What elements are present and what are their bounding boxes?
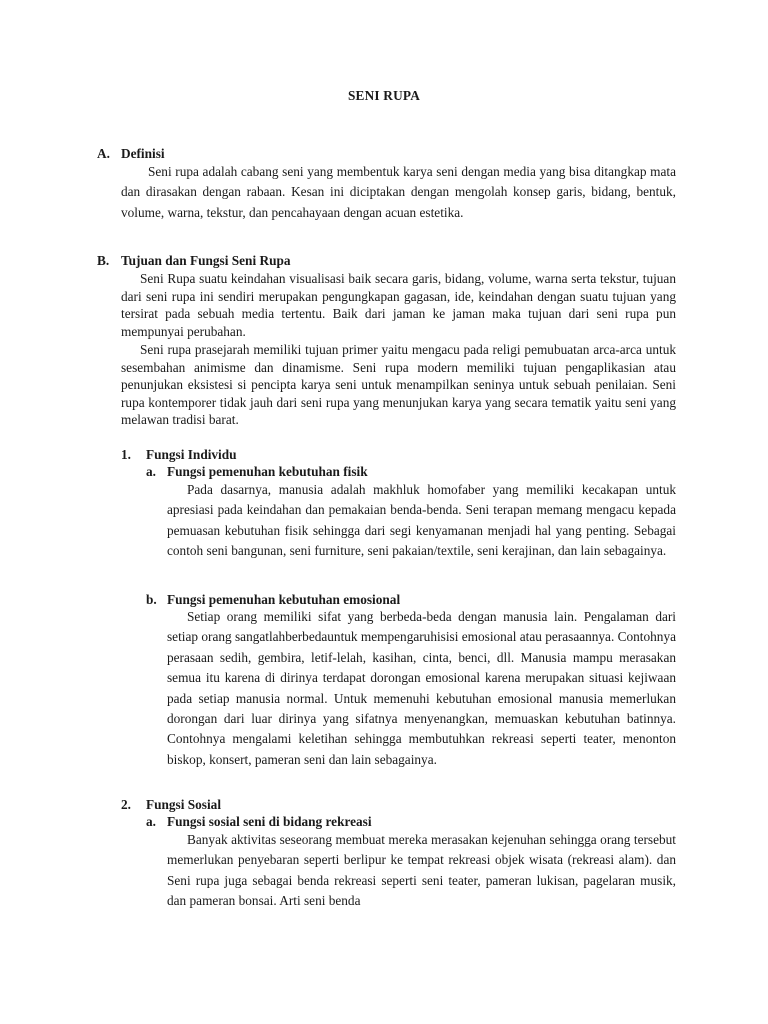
fungsi-sosial-heading — [121, 796, 221, 814]
section-b-paragraph-2: Seni rupa prasejarah memiliki tujuan primer yaitu mengacu pada religi pemubuatan arca-arca untuk sesembahan animisme dan dinamisme. Seni rupa modern memiliki tujuan pengaplikasian atau penunjukan eksistesi si pencipta karya seni untuk menampilkan seninya untuk sebuah penilaian. Seni rupa kontemporer tidak jauh dari seni rupa yang menunjukan karya yang secara tematik yaitu seni yang melawan tradisi barat. — [121, 342, 676, 428]
fungsi-fisik-letter: a. — [146, 464, 156, 479]
fungsi-rekreasi-paragraph: Banyak aktivitas seseorang membuat mereka merasakan kejenuhan sehingga orang tersebut memerlukan penyebaran seperti berlipur ke tempat rekreasi objek wisata (rekreasi alam). dan Seni rupa juga sebagai benda rekreasi seperti seni teater, pameran lukisan, pagelaran musik, dan pameran bonsai. Arti seni benda — [167, 832, 676, 909]
fungsi-individu-number: 1. — [121, 447, 131, 462]
section-b-heading — [97, 252, 291, 270]
section-a-title: Definisi — [121, 146, 165, 161]
section-b-number: B. — [97, 253, 110, 268]
fungsi-fisik-paragraph: Pada dasarnya, manusia adalah makhluk homofaber yang memiliki kecakapan untuk apresiasi pada keindahan dan pemakaian benda-benda. Seni terapan memang mengacu kepada pemuasan kebutuhan fisik sehingga dari segi kenyamanan menjadi hal yang penting. Sebagai contoh seni bangunan, seni furniture, seni pakaian/textile, seni kerajinan, dan lain sebagainya. — [167, 482, 676, 559]
fungsi-rekreasi-heading — [146, 813, 372, 831]
fungsi-rekreasi-letter: a. — [146, 814, 156, 829]
fungsi-sosial-number: 2. — [121, 797, 131, 812]
section-b-paragraph-1: Seni Rupa suatu keindahan visualisasi baik secara garis, bidang, volume, warna serta tekstur, tujuan dari seni rupa ini sendiri merupakan pengungkapan gagasan, ide, keindahan dengan suatu tujuan yang tersirat pada sebuah media tertentu. Baik dari jaman ke jaman maka tujuan dari seni rupa pun mempunyai perubahan. — [121, 271, 676, 339]
section-a-heading — [97, 145, 165, 163]
fungsi-individu-title: Fungsi Individu — [146, 447, 237, 462]
document-title: SENI RUPA — [347, 88, 421, 103]
section-a-paragraph: Seni rupa adalah cabang seni yang membentuk karya seni dengan media yang bisa ditangkap mata dan dirasakan dengan rabaan. Kesan ini diciptakan dengan mengolah konsep garis, bidang, bentuk, volume, warna, tekstur, dan pencahayaan dengan acuan estetika. — [121, 164, 676, 220]
section-a-number: A. — [97, 146, 110, 161]
fungsi-emosional-paragraph: Setiap orang memiliki sifat yang berbeda-beda dengan manusia lain. Pengalaman dari setiap orang sangatlahberbedauntuk mempengaruhisisi emosional atau perasaannya. Contohnya perasaan sedih, gembira, letif-lelah, kasihan, cinta, benci, dll. Manusia mampu merasakan semua itu karena di dirinya terdapat dorongan emosional karena merupakan situasi kejiwaan pada setiap manusia normal. Untuk memenuhi kebutuhan emosional manusia memerlukan dorongan dari luar dirinya yang sifatnya menyenangkan, memuaskan kebutuhan batinnya. Contohnya mengalami keletihan sehingga membutuhkan rekreasi seperti teater, menonton biskop, konsert, pameran seni dan lain sebagainya. — [167, 609, 676, 767]
fungsi-emosional-letter: b. — [146, 592, 157, 607]
fungsi-sosial-title: Fungsi Sosial — [146, 797, 222, 812]
fungsi-individu-heading — [121, 446, 237, 464]
fungsi-fisik-heading — [146, 463, 368, 481]
fungsi-fisik-title: Fungsi pemenuhan kebutuhan fisik — [167, 464, 368, 479]
fungsi-rekreasi-title: Fungsi sosial seni di bidang rekreasi — [167, 814, 372, 829]
section-b-title: Tujuan dan Fungsi Seni Rupa — [121, 253, 291, 268]
fungsi-emosional-title: Fungsi pemenuhan kebutuhan emosional — [167, 592, 401, 607]
